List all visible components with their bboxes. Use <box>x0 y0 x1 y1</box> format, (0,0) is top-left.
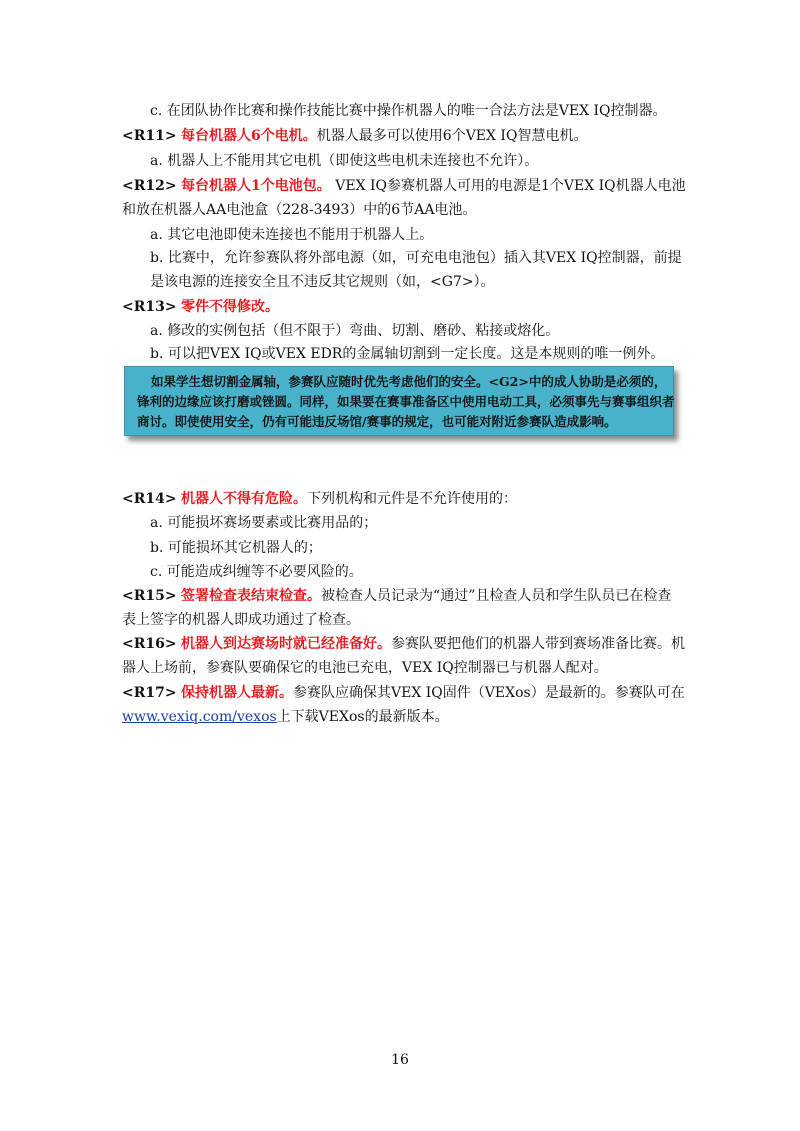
rule-id: <R12> <box>122 178 177 194</box>
rule-id: <R15> <box>122 588 177 604</box>
rule-r14-heading <box>122 489 682 509</box>
rule-r15-heading <box>122 586 682 606</box>
item-text: 是该电源的连接安全且不违反其它规则（如，<G7>）。 <box>150 274 495 290</box>
rule-r14-item-b <box>150 538 682 558</box>
rule-title: 机器人不得有危险。 <box>181 491 308 507</box>
rule-r12-item-b-cont <box>150 272 682 292</box>
safety-note-box <box>124 366 674 436</box>
rule-title: 保持机器人最新。 <box>181 685 294 701</box>
rule-r12-text-cont <box>122 200 682 220</box>
item-text: a. 其它电池即使未连接也不能用于机器人上。 <box>150 227 434 243</box>
note-line: 商讨。即使使用安全，仍有可能违反场馆/赛事的规定，也可能对附近参赛队造成影响。 <box>137 414 617 429</box>
rule-r13-heading <box>122 297 682 317</box>
rule-r16-heading <box>122 634 686 654</box>
rule-text: 参赛队应确保其VEX IQ固件（VEXos）是最新的。参赛队可在 <box>293 685 685 701</box>
rule-text: 机器人最多可以使用6个VEX IQ智慧电机。 <box>316 128 588 144</box>
rule-r15-text-cont <box>122 610 682 630</box>
item-text: c. 可能造成纠缠等不必要风险的。 <box>150 564 363 580</box>
item-text: b. 可以把VEX IQ或VEX EDR的金属轴切割到一定长度。这是本规则的唯一例外。 <box>150 346 665 362</box>
item-text: a. 可能损坏赛场要素或比赛用品的； <box>150 515 378 531</box>
rule-id: <R17> <box>122 685 177 701</box>
rule-title: 每台机器人6个电机。 <box>181 128 317 144</box>
rule-text: 和放在机器人AA电池盒（228-3493）中的6节AA电池。 <box>122 202 477 218</box>
rule-r17-text-cont <box>122 707 682 727</box>
note-line: 锋利的边缘应该打磨或锉圆。同样，如果要在赛事准备区中使用电动工具，必须事先与赛事组织者 <box>137 394 675 409</box>
rule-r12-heading <box>122 176 686 196</box>
rule-r10-item-c <box>150 101 682 121</box>
rule-text: 上下载VEXos的最新版本。 <box>276 709 449 725</box>
vexos-download-link[interactable]: www.vexiq.com/vexos <box>122 709 277 725</box>
rule-id: <R13> <box>122 299 177 315</box>
rule-id: <R14> <box>122 491 177 507</box>
rule-text: VEX IQ参赛机器人可用的电源是1个VEX IQ机器人电池 <box>335 178 686 194</box>
rule-r16-text-cont <box>122 658 682 678</box>
rule-title: 零件不得修改。 <box>181 299 280 315</box>
rule-text: 被检查人员记录为“通过”且检查人员和学生队员已在检查 <box>321 588 672 604</box>
rule-text: 表上签字的机器人即成功通过了检查。 <box>122 612 360 628</box>
rule-r11-heading <box>122 126 682 146</box>
rule-id: <R16> <box>122 636 177 652</box>
rule-text: 参赛队要把他们的机器人带到赛场准备比赛。机 <box>391 636 686 652</box>
rule-title: 机器人到达赛场时就已经准备好。 <box>181 636 392 652</box>
rule-title: 签署检查表结束检查。 <box>181 588 322 604</box>
rule-r12-item-a <box>150 225 682 245</box>
note-line: 如果学生想切割金属轴，参赛队应随时优先考虑他们的安全。<G2>中的成人协助是必须的， <box>151 374 667 389</box>
item-text: a. 修改的实例包括（但不限于）弯曲、切割、磨砂、粘接或熔化。 <box>150 323 560 339</box>
item-text: b. 比赛中，允许参赛队将外部电源（如，可充电电池包）插入其VEX IQ控制器，前提 <box>150 250 682 266</box>
item-text: a. 机器人上不能用其它电机（即使这些电机未连接也不允许）。 <box>150 153 539 169</box>
item-text: c. 在团队协作比赛和操作技能比赛中操作机器人的唯一合法方法是VEX IQ控制器。 <box>150 103 667 119</box>
rule-r12-item-b <box>150 248 682 268</box>
rule-text: 器人上场前，参赛队要确保它的电池已充电，VEX IQ控制器已与机器人配对。 <box>122 660 608 676</box>
rule-r14-item-c <box>150 562 682 582</box>
rule-text: 下列机构和元件是不允许使用的： <box>307 491 518 507</box>
rule-title: 每台机器人1个电池包。 <box>181 178 331 194</box>
item-text: b. 可能损坏其它机器人的； <box>150 540 322 556</box>
rule-id: <R11> <box>122 128 177 144</box>
rule-r11-item-a <box>150 151 682 171</box>
rule-r13-item-a <box>150 321 682 341</box>
rule-r14-item-a <box>150 513 682 533</box>
page-number: 16 <box>391 1052 409 1068</box>
rule-r17-heading <box>122 683 685 703</box>
rule-r13-item-b <box>150 344 682 364</box>
